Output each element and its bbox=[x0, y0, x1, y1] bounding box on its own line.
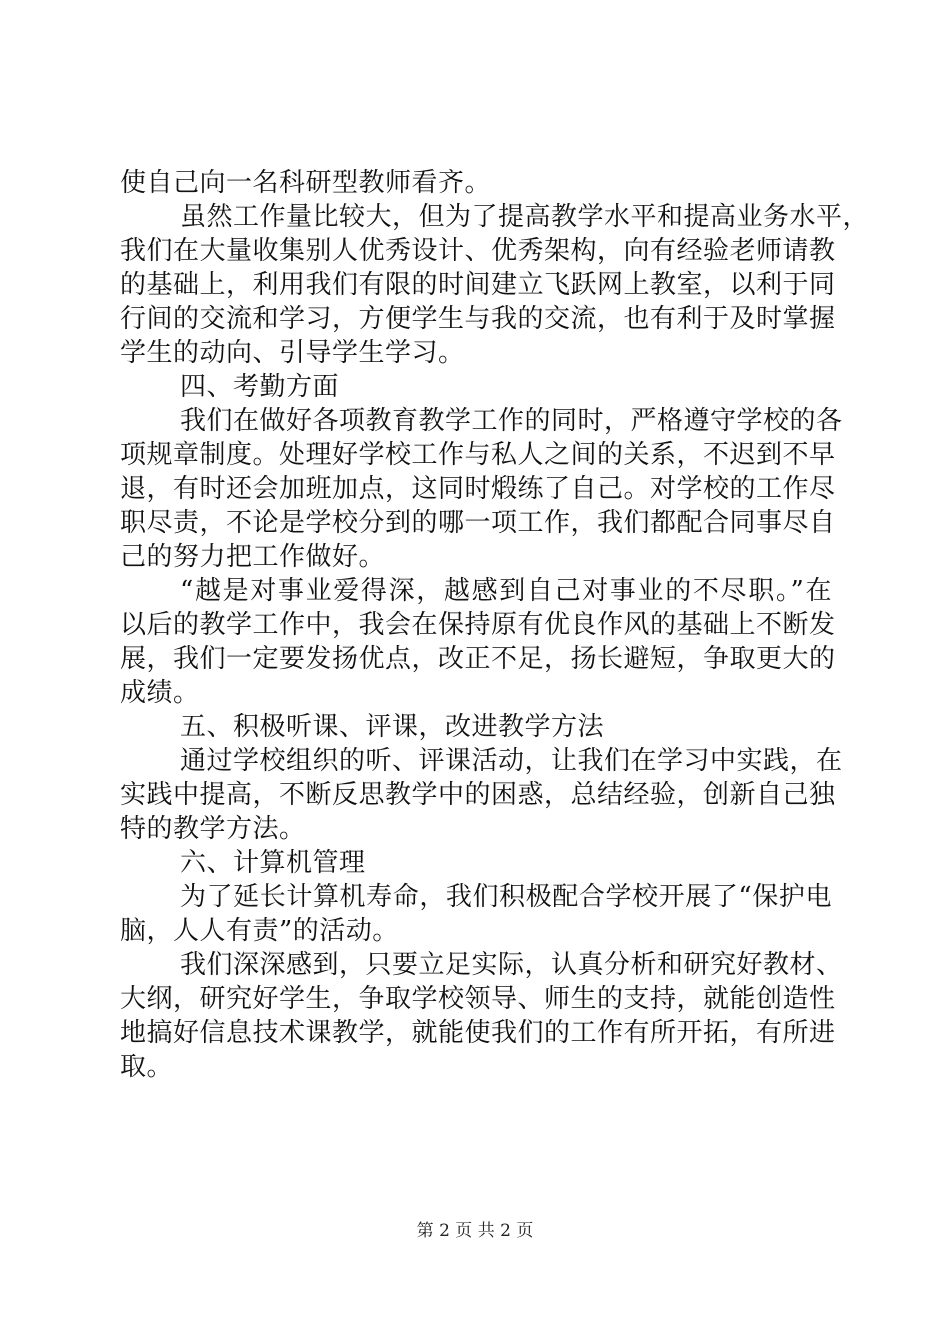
paragraph-line: 大纲，研究好学生，争取学校领导、师生的支持，就能创造性 bbox=[120, 984, 836, 1014]
paragraph-line: 己的努力把工作做好。 bbox=[120, 542, 386, 572]
paragraph-line: “越是对事业爱得深，越感到自己对事业的不尽职。”在 bbox=[180, 576, 832, 606]
paragraph-line: 为了延长计算机寿命，我们积极配合学校开展了“保护电 bbox=[180, 882, 832, 912]
paragraph-line: 我们在大量收集别人优秀设计、优秀架构，向有经验老师请教 bbox=[120, 236, 836, 266]
paragraph-line: 取。 bbox=[120, 1052, 174, 1082]
paragraph-line: 成绩。 bbox=[120, 678, 200, 708]
paragraph-line: 虽然工作量比较大，但为了提高教学水平和提高业务水平， bbox=[180, 202, 870, 232]
section-heading: 四、考勤方面 bbox=[180, 372, 340, 402]
paragraph-line: 通过学校组织的听、评课活动，让我们在学习中实践，在 bbox=[180, 746, 843, 776]
section-heading: 五、积极听课、评课，改进教学方法 bbox=[180, 712, 605, 742]
paragraph-line: 行间的交流和学习，方便学生与我的交流，也有利于及时掌握 bbox=[120, 304, 836, 334]
paragraph-line: 使自己向一名科研型教师看齐。 bbox=[120, 168, 492, 198]
paragraph-line: 职尽责，不论是学校分到的哪一项工作，我们都配合同事尽自 bbox=[120, 508, 836, 538]
paragraph-line: 的基础上，利用我们有限的时间建立飞跃网上教室，以利于同 bbox=[120, 270, 836, 300]
paragraph-line: 我们在做好各项教育教学工作的同时，严格遵守学校的各 bbox=[180, 406, 843, 436]
paragraph-line: 特的教学方法。 bbox=[120, 814, 306, 844]
document-body bbox=[120, 166, 870, 1084]
paragraph-line: 我们深深感到，只要立足实际，认真分析和研究好教材、 bbox=[180, 950, 843, 980]
paragraph-line: 以后的教学工作中，我会在保持原有优良作风的基础上不断发 bbox=[120, 610, 836, 640]
paragraph-line: 实践中提高，不断反思教学中的困惑，总结经验，创新自己独 bbox=[120, 780, 836, 810]
paragraph-line: 展，我们一定要发扬优点，改正不足，扬长避短，争取更大的 bbox=[120, 644, 836, 674]
paragraph-line: 退，有时还会加班加点，这同时煅练了自己。对学校的工作尽 bbox=[120, 474, 836, 504]
paragraph-line: 脑，人人有责”的活动。 bbox=[120, 916, 399, 946]
paragraph-line: 地搞好信息技术课教学，就能使我们的工作有所开拓，有所进 bbox=[120, 1018, 836, 1048]
page-number-footer: 第 2 页 共 2 页 bbox=[416, 1221, 534, 1241]
paragraph-line: 学生的动向、引导学生学习。 bbox=[120, 338, 465, 368]
section-heading: 六、计算机管理 bbox=[180, 848, 366, 878]
paragraph-line: 项规章制度。处理好学校工作与私人之间的关系，不迟到不早 bbox=[120, 440, 836, 470]
